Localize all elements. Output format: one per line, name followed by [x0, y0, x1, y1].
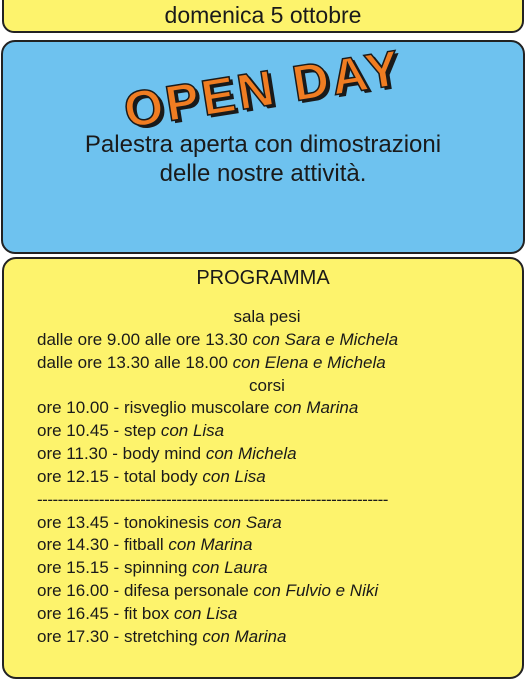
program-item-instructor: con Michela: [205, 444, 297, 464]
program-item-activity: ore 17.30 - stretching: [37, 626, 203, 646]
program-item-instructor: con Fulvio e Niki: [253, 581, 379, 601]
program-item: [37, 580, 497, 603]
program-item: [37, 603, 497, 626]
program-item-instructor: con Lisa: [174, 603, 238, 623]
description-line: delle nostre attività.: [159, 160, 367, 187]
program-section-heading: sala pesi: [233, 307, 301, 326]
program-item-activity: ore 15.15 - spinning: [37, 558, 192, 578]
program-item: [37, 626, 497, 649]
date-banner: [2, 0, 524, 33]
program-item-activity: ore 13.45 - tonokinesis: [37, 512, 214, 532]
program-item-activity: ore 10.45 - step: [37, 421, 161, 441]
description-line: Palestra aperta con dimostrazioni: [84, 131, 442, 158]
program-item: [37, 352, 497, 375]
program-item: [37, 420, 497, 443]
program-item-instructor: con Lisa: [202, 466, 266, 486]
program-list: [37, 306, 497, 649]
program-separator: --------------------------------------------------------------------: [37, 489, 388, 509]
program-item: [37, 466, 497, 489]
program-item-activity: ore 16.00 - difesa personale: [37, 581, 254, 601]
program-item-instructor: con Marina: [274, 398, 359, 418]
program-item: [37, 534, 497, 557]
program-item-activity: ore 16.45 - fit box: [37, 603, 175, 623]
program-item-instructor: con Laura: [192, 558, 268, 578]
program-item-instructor: con Sara e Michela: [252, 329, 399, 349]
program-item-instructor: con Elena e Michela: [232, 352, 386, 372]
program-item-instructor: con Lisa: [160, 421, 225, 441]
program-item: [37, 329, 497, 352]
program-item-activity: dalle ore 13.30 alle 18.00: [37, 352, 233, 372]
program-item: [37, 557, 497, 580]
open-day-description: [0, 130, 526, 188]
program-section-heading: corsi: [249, 375, 285, 395]
program-item-activity: ore 14.30 - fitball: [37, 535, 169, 555]
program-item-instructor: con Sara: [213, 512, 282, 532]
program-item-activity: ore 12.15 - total body: [37, 466, 203, 486]
program-title: PROGRAMMA: [196, 267, 330, 289]
program-item-activity: ore 10.00 - risveglio muscolare: [37, 398, 275, 418]
program-item: [37, 397, 497, 420]
program-item: [37, 443, 497, 466]
program-item-activity: dalle ore 9.00 alle ore 13.30: [37, 329, 253, 349]
event-date: domenica 5 ottobre: [164, 2, 362, 28]
program-item-instructor: con Marina: [202, 626, 287, 646]
program-item: [37, 512, 497, 535]
open-day-title: OPEN DAY: [120, 39, 406, 139]
program-item-instructor: con Marina: [168, 535, 253, 555]
program-item-activity: ore 11.30 - body mind: [37, 444, 206, 464]
